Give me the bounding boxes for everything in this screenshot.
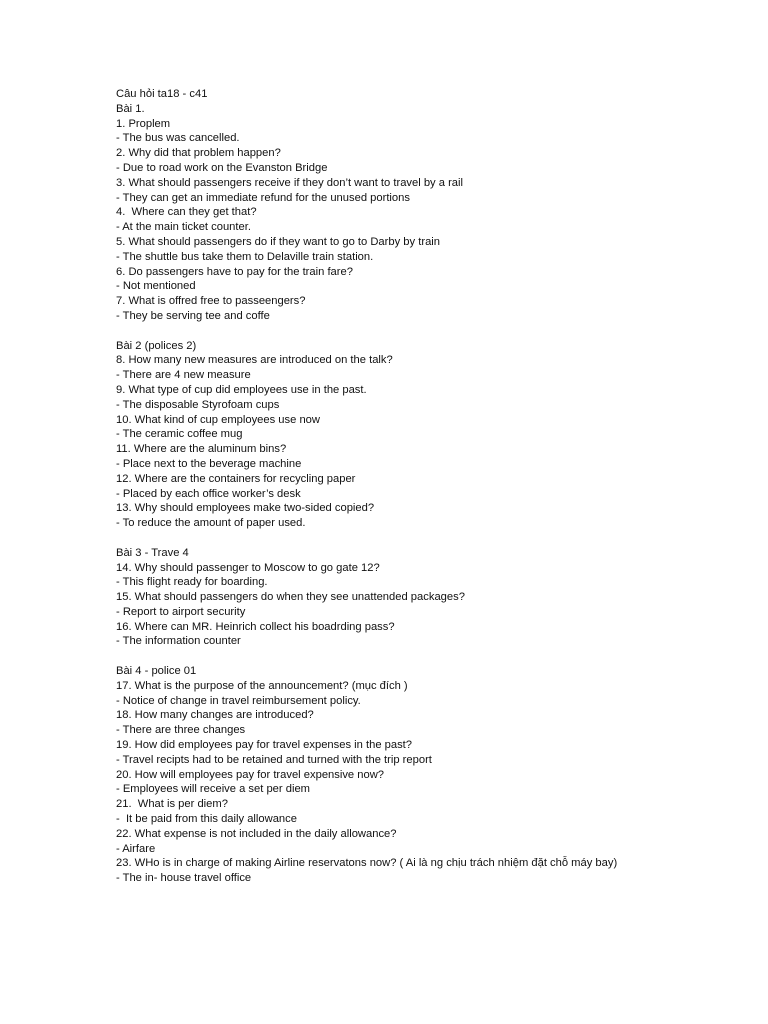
question-line: 11. Where are the aluminum bins? [116,443,287,456]
section [116,546,736,650]
answer-line: - The information counter [116,635,241,648]
question-line: 4. Where can they get that? [116,206,257,219]
question-line: 12. Where are the containers for recycling paper [116,472,356,485]
answer-line: - Due to road work on the Evanston Bridge [116,161,328,174]
question-line: 10. What kind of cup employees use now [116,413,320,426]
answer-line: - There are 4 new measure [116,369,251,382]
section [116,664,736,886]
question-line: 17. What is the purpose of the announcement? (mục đích ) [116,679,408,692]
answer-line: - Airfare [116,842,156,855]
answer-line: - Placed by each office worker’s desk [116,487,301,500]
question-line: 1. Proplem [116,117,171,130]
answer-line: - The in- house travel office [116,872,252,885]
sections-container [116,102,736,886]
document-title: Câu hỏi ta18 - c41 [116,88,208,100]
question-line: 5. What should passengers do if they want to go to Darby by train [116,235,440,248]
section-heading: Bài 4 - police 01 [116,665,197,678]
answer-line: - This flight ready for boarding. [116,576,268,589]
question-line: 22. What expense is not included in the daily allowance? [116,827,397,840]
question-line: 23. WHo is in charge of making Airline reservatons now? ( Ai là ng chịu trách nhiệm đặt chỗ máy bay) [116,857,618,870]
answer-line: - The bus was cancelled. [116,132,240,145]
question-line: 15. What should passengers do when they see unattended packages? [116,591,465,604]
question-line: 21. What is per diem? [116,798,228,811]
question-line: 18. How many changes are introduced? [116,709,314,722]
answer-line: - Place next to the beverage machine [116,457,302,470]
answer-line: - To reduce the amount of paper used. [116,517,306,530]
question-line: 9. What type of cup did employees use in the past. [116,383,367,396]
blank-line [116,531,736,546]
question-line: 6. Do passengers have to pay for the train fare? [116,265,353,278]
answer-line: - Not mentioned [116,280,196,293]
answer-line: - Travel recipts had to be retained and turned with the trip report [116,753,432,766]
answer-line: - Report to airport security [116,605,246,618]
answer-line: - At the main ticket counter. [116,221,251,234]
section-heading: Bài 2 (polices 2) [116,339,197,352]
answer-line: - The ceramic coffee mug [116,428,243,441]
question-line: 19. How did employees pay for travel expenses in the past? [116,739,413,752]
answer-line: - The shuttle bus take them to Delaville train station. [116,250,374,263]
question-line: 14. Why should passenger to Moscow to go gate 12? [116,561,380,574]
section [116,102,736,324]
answer-line: - Notice of change in travel reimbursement policy. [116,694,361,707]
question-line: 2. Why did that problem happen? [116,147,281,160]
question-line: 16. Where can MR. Heinrich collect his boadrding pass? [116,620,395,633]
blank-line [116,649,736,664]
answer-line: - Employees will receive a set per diem [116,783,310,796]
question-line: 3. What should passengers receive if they don’t want to travel by a rail [116,176,463,189]
section-heading: Bài 1. [116,102,145,115]
answer-line: - There are three changes [116,724,246,737]
answer-line: - The disposable Styrofoam cups [116,398,280,411]
blank-line [116,324,736,339]
answer-line: - They can get an immediate refund for the unused portions [116,191,410,204]
question-line: 20. How will employees pay for travel expensive now? [116,768,385,781]
question-line: 7. What is offred free to passeengers? [116,295,306,308]
question-line: 8. How many new measures are introduced on the talk? [116,354,393,367]
section-heading: Bài 3 - Trave 4 [116,546,189,559]
section [116,339,736,531]
answer-line: - They be serving tee and coffe [116,309,270,322]
answer-line: - It be paid from this daily allowance [116,813,297,826]
question-line: 13. Why should employees make two-sided copied? [116,502,375,515]
document-body [116,87,736,886]
